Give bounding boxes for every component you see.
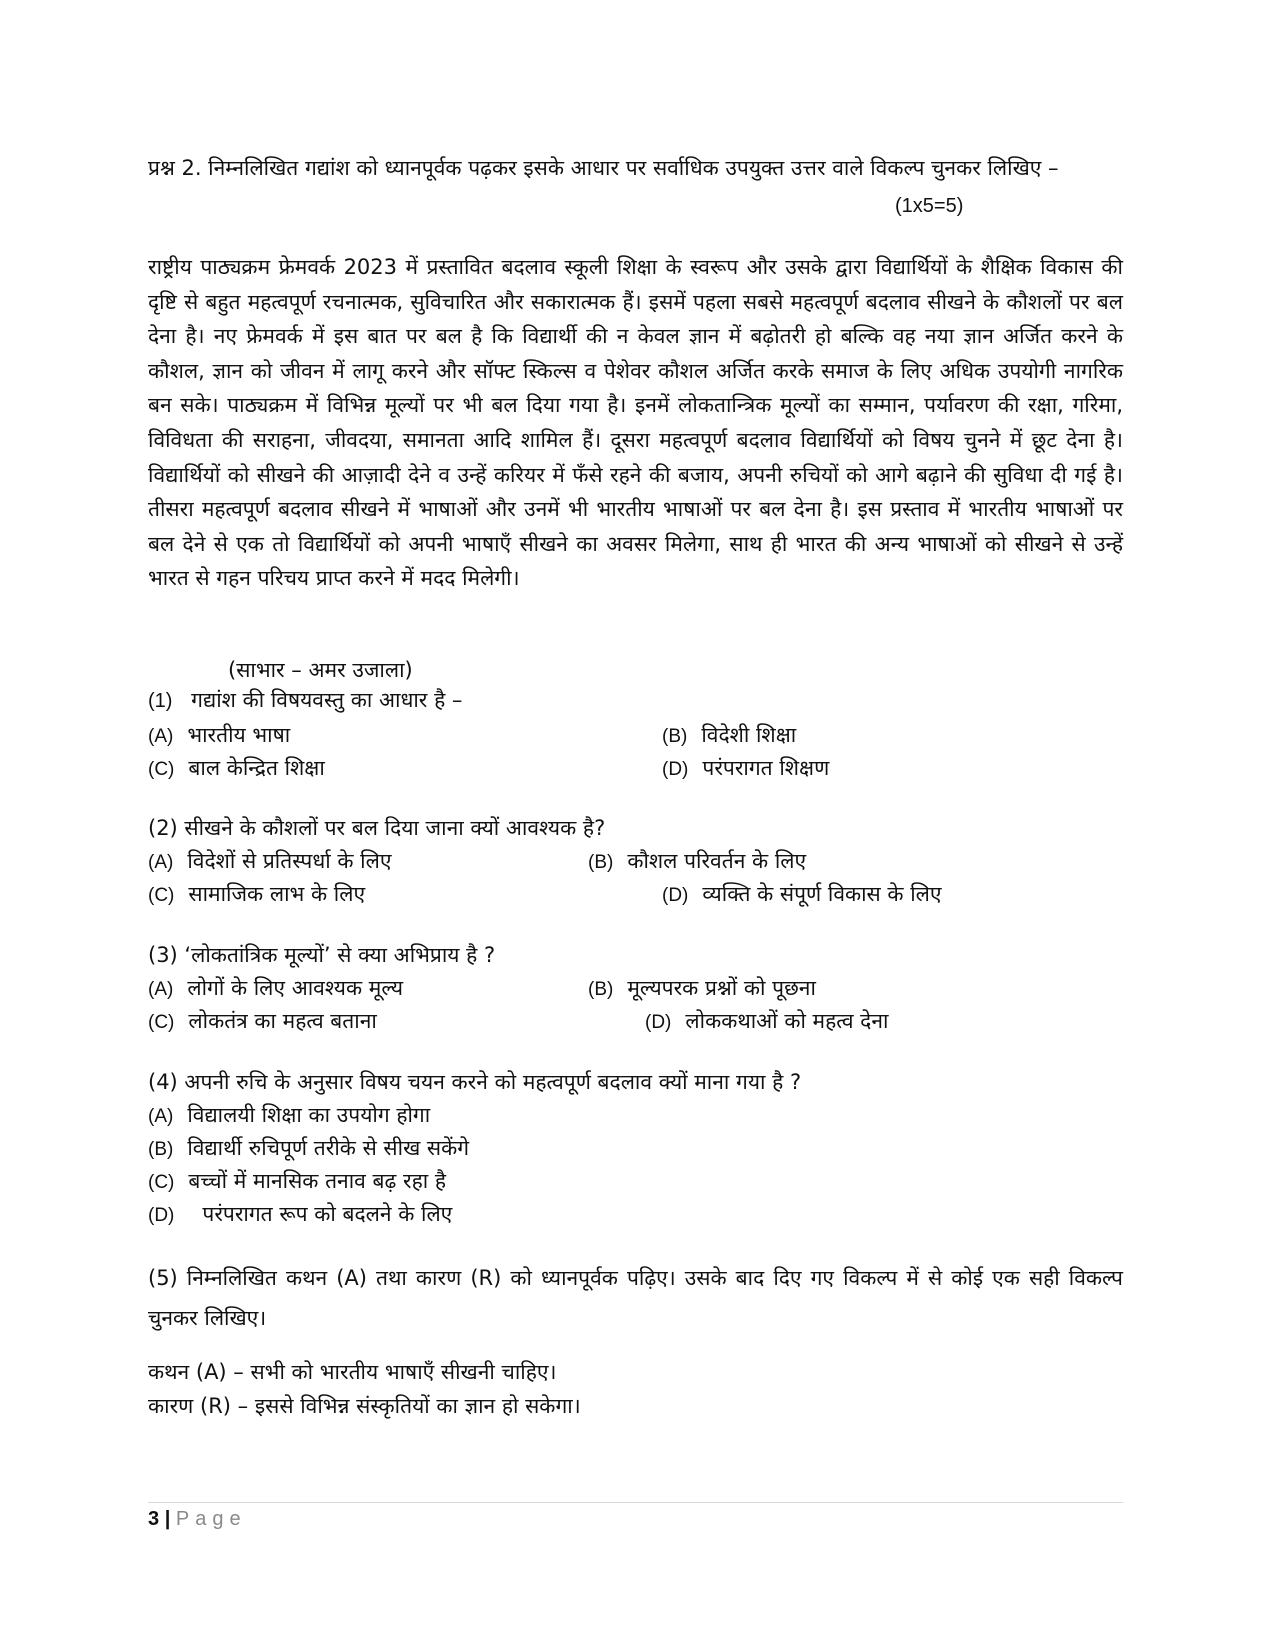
q2-option-c <box>148 880 365 908</box>
q3-option-c <box>148 1007 377 1035</box>
option-text: सामाजिक लाभ के लिए <box>188 882 366 906</box>
option-label: (B) <box>588 852 614 873</box>
option-text: परंपरागत रूप को बदलने के लिए <box>202 1202 453 1226</box>
option-label: (A) <box>148 852 174 873</box>
q4-option-b <box>148 1134 469 1162</box>
q4-option-d <box>148 1200 452 1228</box>
question-3: (3) ‘लोकतांत्रिक मूल्यों’ से क्या अभिप्राय है ? <box>148 943 496 967</box>
q3-option-d <box>645 1007 888 1035</box>
option-label: (D) <box>662 759 689 780</box>
question-heading: प्रश्न 2. निम्नलिखित गद्यांश को ध्यानपूर्वक पढ़कर इसके आधार पर सर्वाधिक उपयुक्त उत्तर वाले विकल्प चुनकर लिखिए – <box>148 156 1059 180</box>
option-text: विद्यालयी शिक्षा का उपयोग होगा <box>187 1103 431 1127</box>
question-5: (5) निम्नलिखित कथन (A) तथा कारण (R) को ध्यानपूर्वक पढ़िए। उसके बाद दिए गए विकल्प में से कोई एक सही विकल्प चुनकर लिखिए। <box>148 1266 1123 1330</box>
option-label: (B) <box>662 726 688 747</box>
q4-option-c <box>148 1167 446 1195</box>
option-text: कौशल परिवर्तन के लिए <box>627 849 807 873</box>
option-label: (C) <box>148 759 175 780</box>
q1-option-a <box>148 721 290 749</box>
option-text: लोकतंत्र का महत्व बताना <box>188 1009 377 1033</box>
option-label: (C) <box>148 1172 175 1193</box>
option-label: (A) <box>148 726 174 747</box>
question-4: (4) अपनी रुचि के अनुसार विषय चयन करने को महत्वपूर्ण बदलाव क्यों माना गया है ? <box>148 1070 802 1094</box>
option-label: (D) <box>148 1205 175 1226</box>
option-text: विद्यार्थी रुचिपूर्ण तरीके से सीख सकेंगे <box>187 1136 470 1160</box>
option-text: बाल केन्द्रित शिक्षा <box>188 756 325 780</box>
option-label: (D) <box>662 885 689 906</box>
q4-option-a <box>148 1101 430 1129</box>
q2-option-b <box>588 847 806 875</box>
question-2: (2) सीखने के कौशलों पर बल दिया जाना क्यों आवश्यक है? <box>148 816 606 840</box>
marks-allocation: (1x5=5) <box>895 195 964 217</box>
option-text: विदेशी शिक्षा <box>701 723 797 747</box>
assertion: कथन (A) – सभी को भारतीय भाषाएँ सीखनी चाहिए। <box>148 1360 557 1384</box>
q1-option-c <box>148 754 325 782</box>
option-text: विदेशों से प्रतिस्पर्धा के लिए <box>187 849 392 873</box>
option-label: (C) <box>148 885 175 906</box>
option-label: (D) <box>645 1012 672 1033</box>
passage-source: (साभार – अमर उजाला) <box>228 658 413 682</box>
footer-divider <box>148 1502 1123 1503</box>
option-text: लोगों के लिए आवश्यक मूल्य <box>187 976 404 1000</box>
question-1-number: (1) <box>148 690 173 712</box>
option-text: बच्चों में मानसिक तनाव बढ़ रहा है <box>188 1169 446 1193</box>
option-text: परंपरागत शिक्षण <box>702 756 830 780</box>
q1-option-d <box>662 754 829 782</box>
option-text: मूल्यपरक प्रश्नों को पूछना <box>627 976 816 1000</box>
q1-option-b <box>662 721 796 749</box>
page-footer <box>148 1508 247 1531</box>
q3-option-a <box>148 974 403 1002</box>
option-label: (B) <box>588 979 614 1000</box>
option-text: भारतीय भाषा <box>187 723 291 747</box>
question-1-text: गद्यांश की विषयवस्तु का आधार है – <box>191 688 463 712</box>
q2-option-a <box>148 847 391 875</box>
reading-passage: राष्ट्रीय पाठ्यक्रम फ्रेमवर्क 2023 में प्रस्तावित बदलाव स्कूली शिक्षा के स्वरूप और उसके द्वारा विद्यार्थियों के शैक्षिक विकास की दृष्टि से बहुत महत्वपूर्ण रचनात्मक, सुविचारित और सकारात्मक हैं। इसमें पहला सबसे महत्वपूर्ण बदलाव सीखने के कौशलों पर बल देना है। नए फ्रेमवर्क में इस बात पर बल है कि विद्यार्थी की न केवल ज्ञान में बढ़ोतरी हो बल्कि वह नया ज्ञान अर्जित करने के कौशल, ज्ञान को जीवन में लागू करने और सॉफ्ट स्किल्स व पेशेवर कौशल अर्जित करके समाज के लिए अधिक उपयोगी नागरिक बन सके। पाठ्यक्रम में विभिन्न मूल्यों पर भी बल दिया गया है। इनमें लोकतान्त्रिक मूल्यों का सम्मान, पर्यावरण की रक्षा, गरिमा, विविधता की सराहना, जीवदया, समानता आदि शामिल हैं। दूसरा महत्वपूर्ण बदलाव विद्यार्थियों को विषय चुनने में छूट देना है। विद्यार्थियों को सीखने की आज़ादी देने व उन्हें करियर में फँसे रहने की बजाय, अपनी रुचियों को आगे बढ़ाने की सुविधा दी गई है। तीसरा महत्वपूर्ण बदलाव सीखने में भाषाओं और उनमें भी भारतीय भाषाओं पर बल देना है। इस प्रस्ताव में भारतीय भाषाओं पर बल देने से एक तो विद्यार्थियों को अपनी भाषाएँ सीखने का अवसर मिलेगा, साथ ही भारत की अन्य भाषाओं को सीखने से उन्हें भारत से गहन परिचय प्राप्त करने में मदद मिलेगी। <box>148 255 1123 591</box>
option-text: व्यक्ति के संपूर्ण विकास के लिए <box>702 882 942 906</box>
option-label: (B) <box>148 1139 174 1160</box>
option-label: (C) <box>148 1012 175 1033</box>
footer-separator: | <box>164 1508 171 1530</box>
question-1 <box>148 686 462 714</box>
page-number: 3 <box>148 1508 160 1530</box>
q2-option-d <box>662 880 942 908</box>
option-label: (A) <box>148 1106 174 1127</box>
option-label: (A) <box>148 979 174 1000</box>
q3-option-b <box>588 974 816 1002</box>
reason: कारण (R) – इससे विभिन्न संस्कृतियों का ज्ञान हो सकेगा। <box>148 1394 581 1418</box>
page-label: Page <box>175 1508 247 1530</box>
option-text: लोककथाओं को महत्व देना <box>685 1009 889 1033</box>
